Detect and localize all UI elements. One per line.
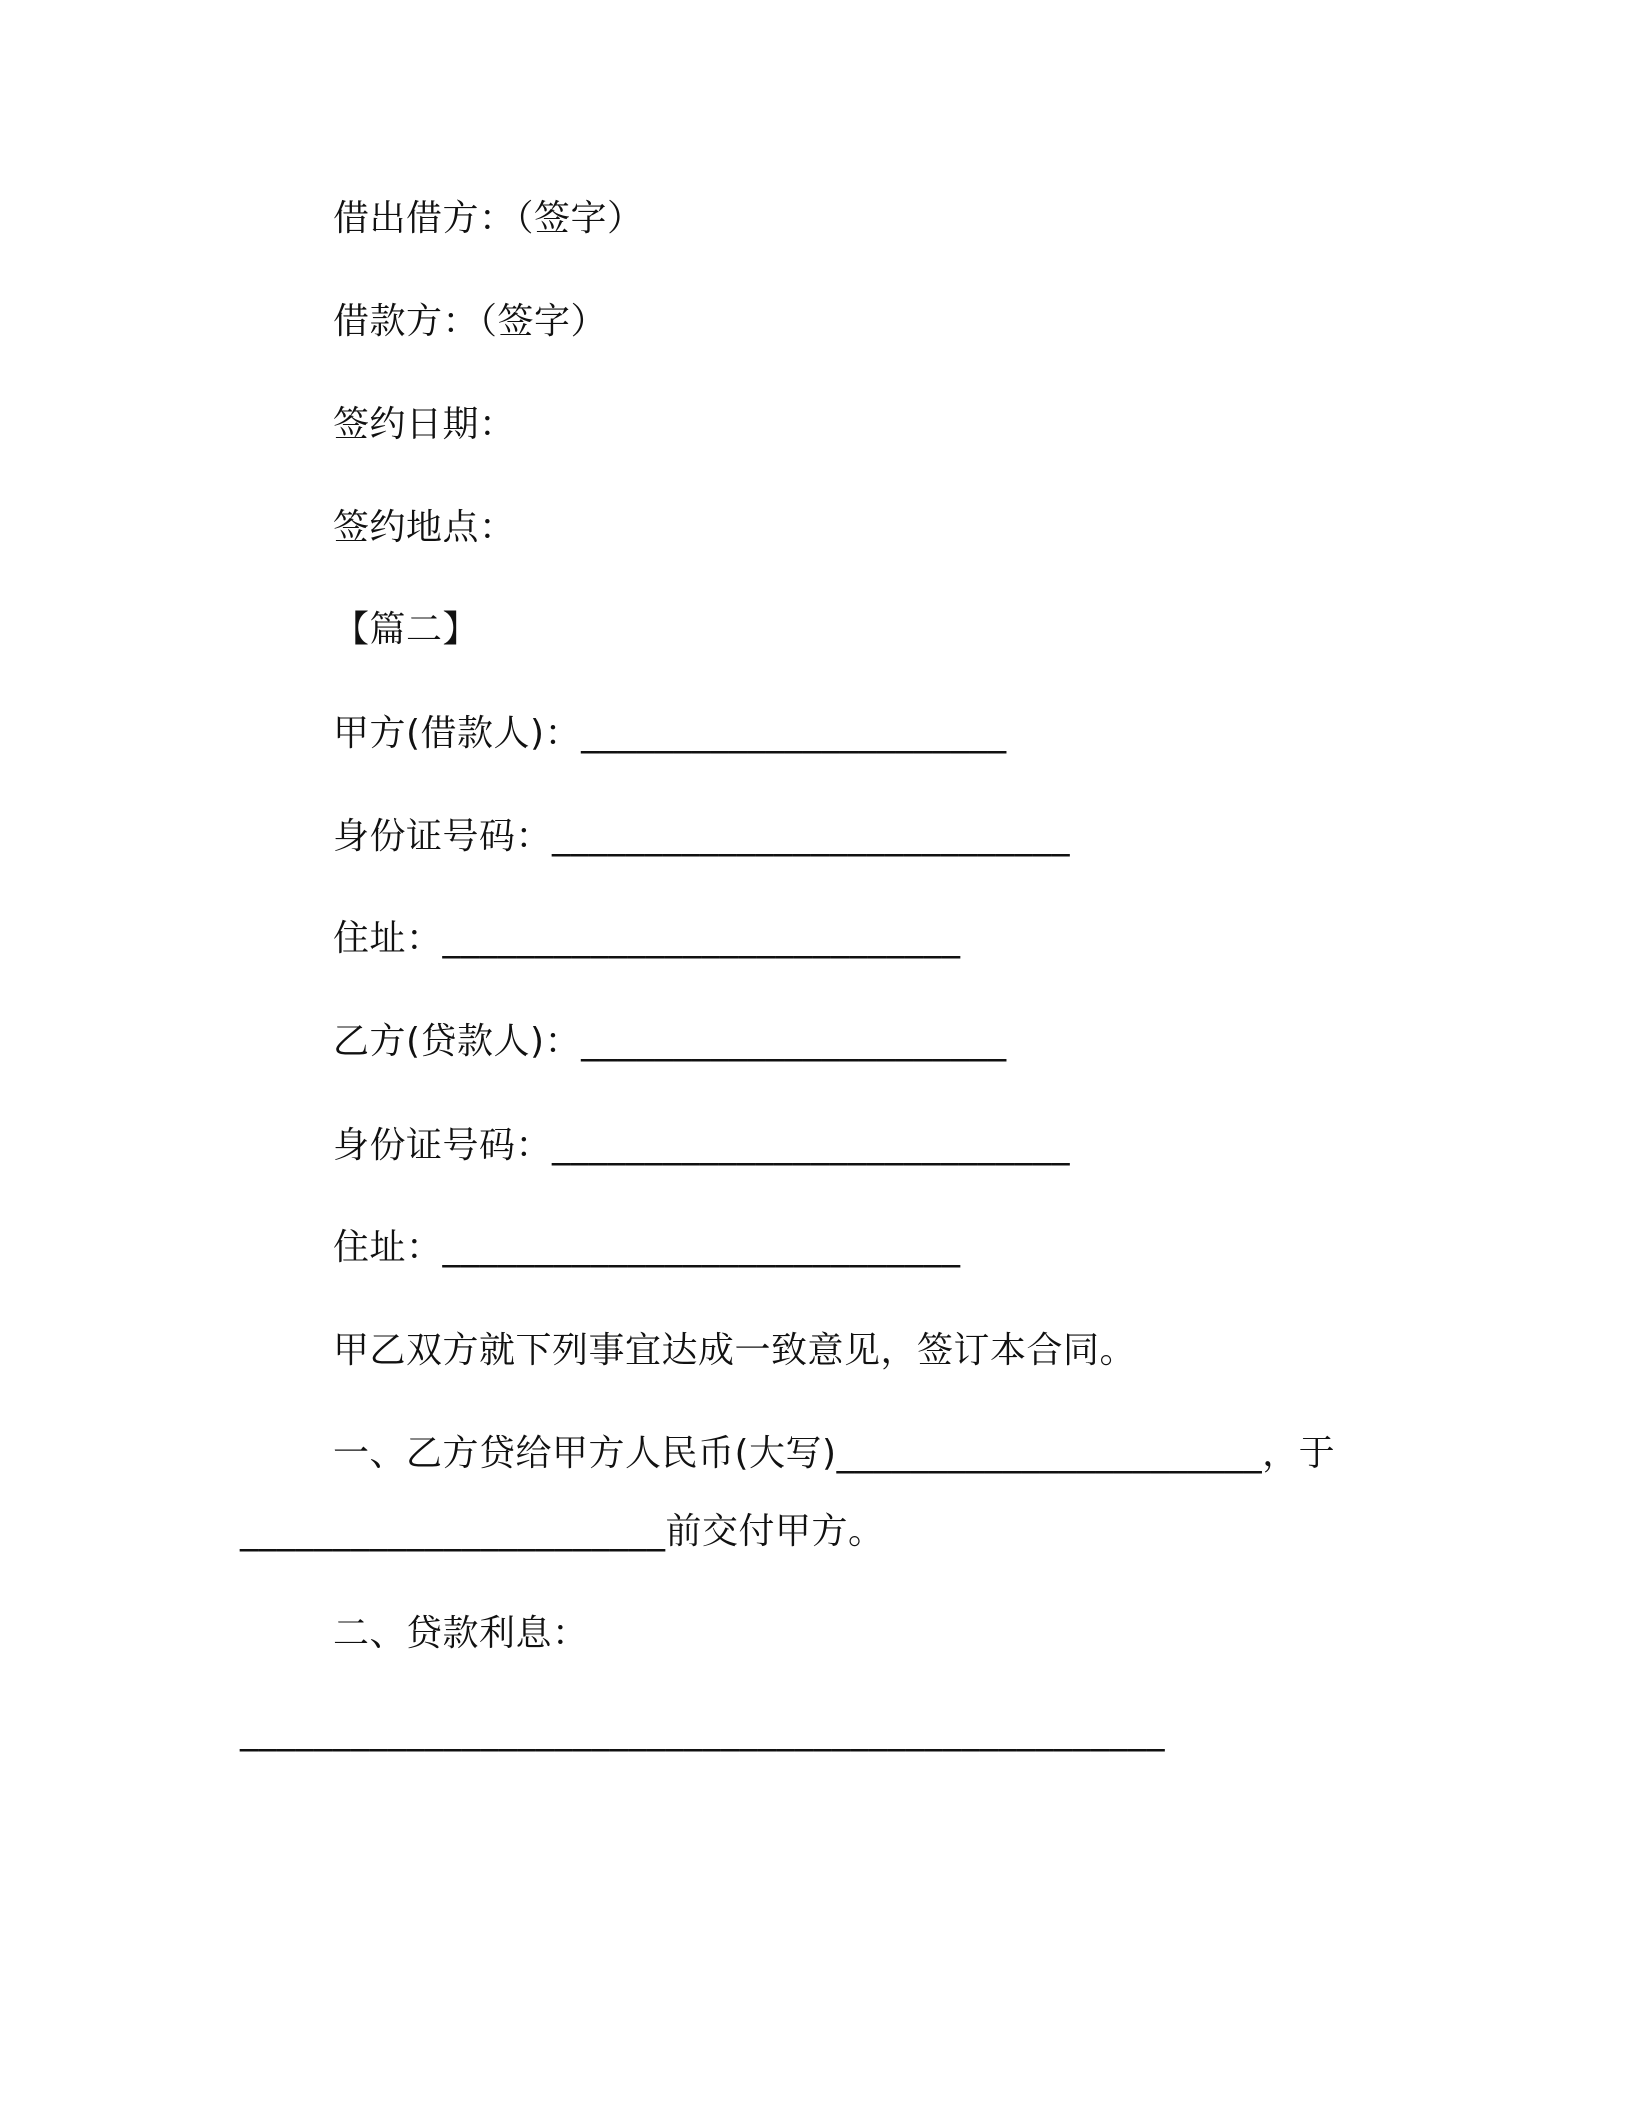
party-b-name-line: 乙方(贷款人)：_______________________ [333, 1021, 1007, 1062]
agreement-intro-paragraph: 甲乙双方就下列事宜达成一致意见，签订本合同。 [333, 1330, 1137, 1371]
clause-one-line-1: 一、乙方贷给甲方人民币(大写)_______________________，于 [333, 1433, 1336, 1474]
lender-signature-line: 借出借方：（签字） [333, 198, 644, 239]
section-heading: 【篇二】 [333, 609, 480, 650]
party-a-name-line: 甲方(借款人)：_______________________ [333, 713, 1007, 754]
signing-place-line: 签约地点： [333, 507, 516, 548]
party-b-address-line: 住址：____________________________ [333, 1227, 961, 1268]
party-b-id-line: 身份证号码：____________________________ [333, 1125, 1071, 1166]
clause-two-heading: 二、贷款利息： [333, 1613, 589, 1654]
signing-date-line: 签约日期： [333, 404, 516, 445]
clause-two-blank-line: __________________________________________________ [240, 1711, 1165, 1752]
clause-one-line-2: _______________________前交付甲方。 [240, 1511, 885, 1552]
party-a-address-line: 住址：____________________________ [333, 918, 961, 959]
party-a-id-line: 身份证号码：____________________________ [333, 816, 1071, 857]
borrower-signature-line: 借款方：（签字） [333, 301, 608, 342]
